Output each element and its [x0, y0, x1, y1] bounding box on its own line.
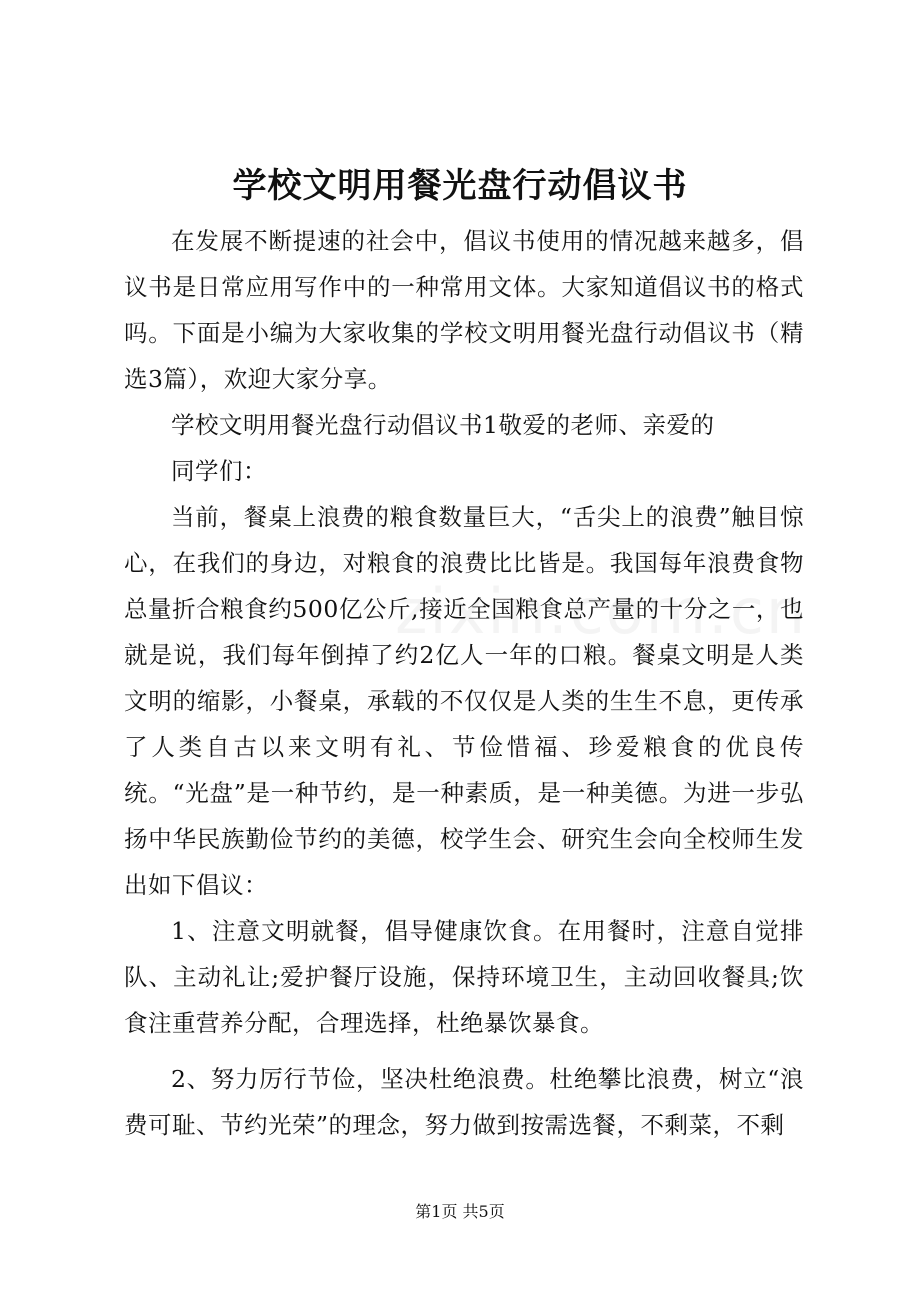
document-body	[124, 218, 804, 1148]
salutation-paragraph: 同学们：	[171, 457, 267, 485]
proposal-item-2: 2、努力厉行节俭，坚决杜绝浪费。杜绝攀比浪费，树立“浪费可耻、节约光荣”的理念，努力做到按需选餐，不剩菜，不剩	[124, 1065, 804, 1139]
document-title: 学校文明用餐光盘行动倡议书	[232, 166, 688, 206]
context-paragraph: 当前，餐桌上浪费的粮食数量巨大，“舌尖上的浪费”触目惊心，在我们的身边，对粮食的浪费比比皆是。我国每年浪费食物总量折合粮食约500亿公斤,接近全国粮食总产量的十分之一，也就是说，我们每年倒掉了约2亿人一年的口粮。餐桌文明是人类文明的缩影，小餐桌，承载的不仅仅是人类的生生不息，更传承了人类自古以来文明有礼、节俭惜福、珍爱粮食的优良传统。“光盘”是一种节约，是一种素质，是一种美德。为进一步弘扬中华民族勤俭节约的美德，校学生会、研究生会向全校师生发出如下倡议：	[124, 503, 804, 899]
page-footer: 第1页 共5页	[415, 1202, 505, 1221]
intro-paragraph: 在发展不断提速的社会中，倡议书使用的情况越来越多，倡议书是日常应用写作中的一种常用文体。大家知道倡议书的格式吗。下面是小编为大家收集的学校文明用餐光盘行动倡议书（精选3篇），欢迎大家分享。	[124, 227, 804, 393]
section-heading-paragraph: 学校文明用餐光盘行动倡议书1敬爱的老师、亲爱的	[171, 411, 715, 439]
proposal-item-1: 1、注意文明就餐，倡导健康饮食。在用餐时，注意自觉排队、主动礼让;爱护餐厅设施，保持环境卫生，主动回收餐具;饮食注重营养分配，合理选择，杜绝暴饮暴食。	[124, 917, 804, 1037]
